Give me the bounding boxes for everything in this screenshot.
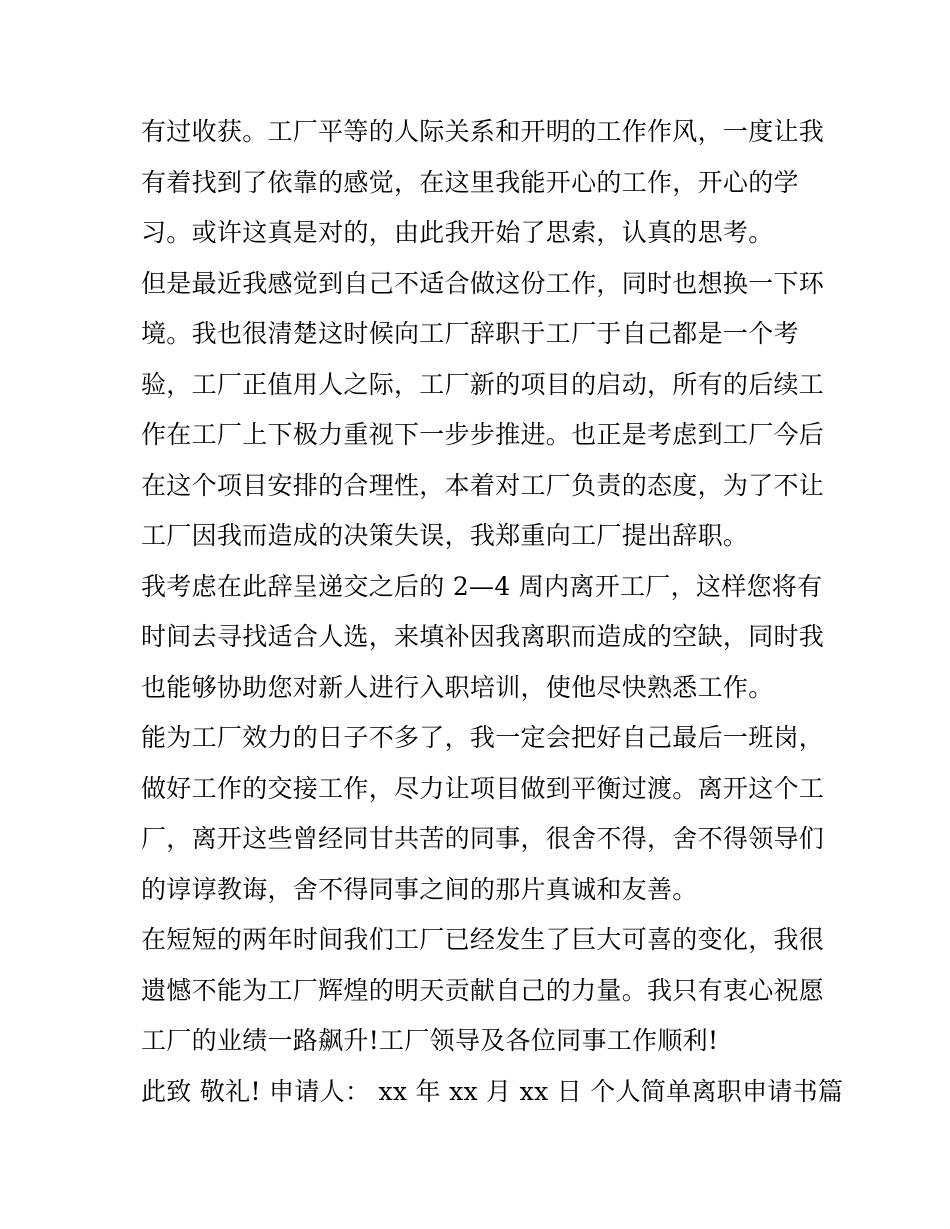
text-line: 在短短的两年时间我们工厂已经发生了巨大可喜的变化，我很	[141, 925, 825, 954]
text-line: 工厂的业绩一路飙升!工厂领导及各位同事工作顺利!	[141, 1026, 719, 1055]
text-line: 的谆谆教诲，舍不得同事之间的那片真诚和友善。	[141, 874, 698, 904]
text-line: 能为工厂效力的日子不多了，我一定会把好自己最后一班岗，	[141, 723, 825, 752]
text-line: 验，工厂正值用人之际，工厂新的项目的启动，所有的后续工	[141, 369, 825, 399]
text-line: 境。我也很清楚这时候向工厂辞职于工厂于自己都是一个考	[141, 319, 799, 348]
text-line: 习。或许这真是对的，由此我开始了思索，认真的思考。	[141, 218, 774, 247]
text-line: 也能够协助您对新人进行入职培训，使他尽快熟悉工作。	[141, 672, 774, 702]
text-line: 有着找到了依靠的感觉，在这里我能开心的工作，开心的学	[141, 167, 799, 197]
text-line: 作在工厂上下极力重视下一步步推进。也正是考虑到工厂今后	[141, 420, 825, 449]
text-line: 做好工作的交接工作，尽力让项目做到平衡过渡。离开这个工	[141, 773, 825, 803]
text-line: 在这个项目安排的合理性，本着对工厂负责的态度，为了不让	[141, 470, 825, 500]
text-line: 遗憾不能为工厂辉煌的明天贡献自己的力量。我只有衷心祝愿	[141, 975, 825, 1005]
text-line: 我考虑在此辞呈递交之后的 2—4 周内离开工厂，这样您将有	[141, 571, 823, 601]
text-line: 工厂因我而造成的决策失误，我郑重向工厂提出辞职。	[141, 521, 749, 550]
text-line: 但是最近我感觉到自己不适合做这份工作，同时也想换一下环	[141, 268, 825, 298]
text-line: 时间去寻找适合人选，来填补因我离职而造成的空缺，同时我	[141, 622, 825, 651]
text-line: 此致 敬礼! 申请人： xx 年 xx 月 xx 日 个人简单离职申请书篇	[141, 1076, 844, 1106]
letter-body	[141, 107, 844, 1117]
text-line: 厂，离开这些曾经同甘共苦的同事，很舍不得，舍不得领导们	[141, 824, 825, 853]
text-line: 有过收获。工厂平等的人际关系和开明的工作作风，一度让我	[141, 117, 825, 146]
